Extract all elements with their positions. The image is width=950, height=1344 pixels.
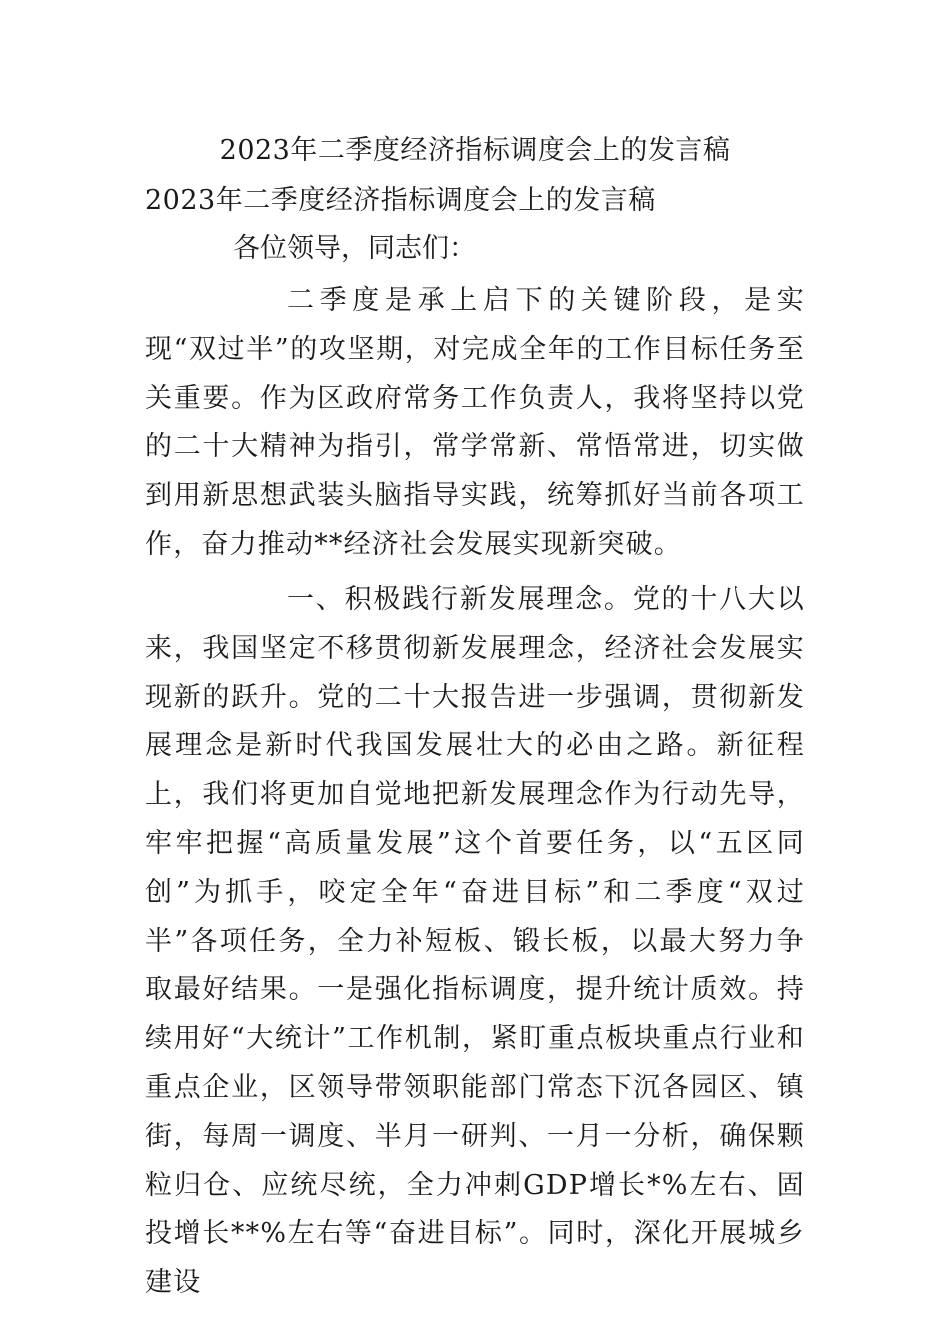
paragraph-2: 一、积极践行新发展理念。党的十八大以来，我国坚定不移贯彻新发展理念，经济社会发展实现新的跃升。党的二十大报告进一步强调，贯彻新发展理念是新时代我国发展壮大的必由之路。新征程上，我们将更加自觉地把新发展理念作为行动先导，牢牢把握“高质量发展”这个首要任务，以“五区同创”为抓手，咬定全年“奋进目标”和二季度“双过半”各项任务，全力补短板、锻长板，以最大努力争取最好结果。一是强化指标调度，提升统计质效。持续用好“大统计”工作机制，紧盯重点板块重点行业和重点企业，区领导带领职能部门常态下沉各园区、镇街，每周一调度、半月一研判、一月一分析，确保颗粒归仓、应统尽统，全力冲刺GDP增长*%左右、固投增长**%左右等“奋进目标”。同时，深化开展城乡建设 bbox=[145, 584, 805, 1299]
body-paragraph-block-2 bbox=[145, 576, 805, 1308]
salutation: 各位领导，同志们： bbox=[233, 233, 476, 264]
document-title: 2023年二季度经济指标调度会上的发言稿 bbox=[219, 135, 731, 166]
document-subtitle: 2023年二季度经济指标调度会上的发言稿 bbox=[145, 185, 656, 216]
body-paragraph-block-1 bbox=[145, 277, 805, 570]
paragraph-1: 二季度是承上启下的关键阶段，是实现“双过半”的攻坚期，对完成全年的工作目标任务至关重要。作为区政府常务工作负责人，我将坚持以党的二十大精神为指引，常学常新、常悟常进，切实做到用新思想武装头脑指导实践，统筹抓好当前各项工作，奋力推动**经济社会发展实现新突破。 bbox=[145, 285, 805, 560]
